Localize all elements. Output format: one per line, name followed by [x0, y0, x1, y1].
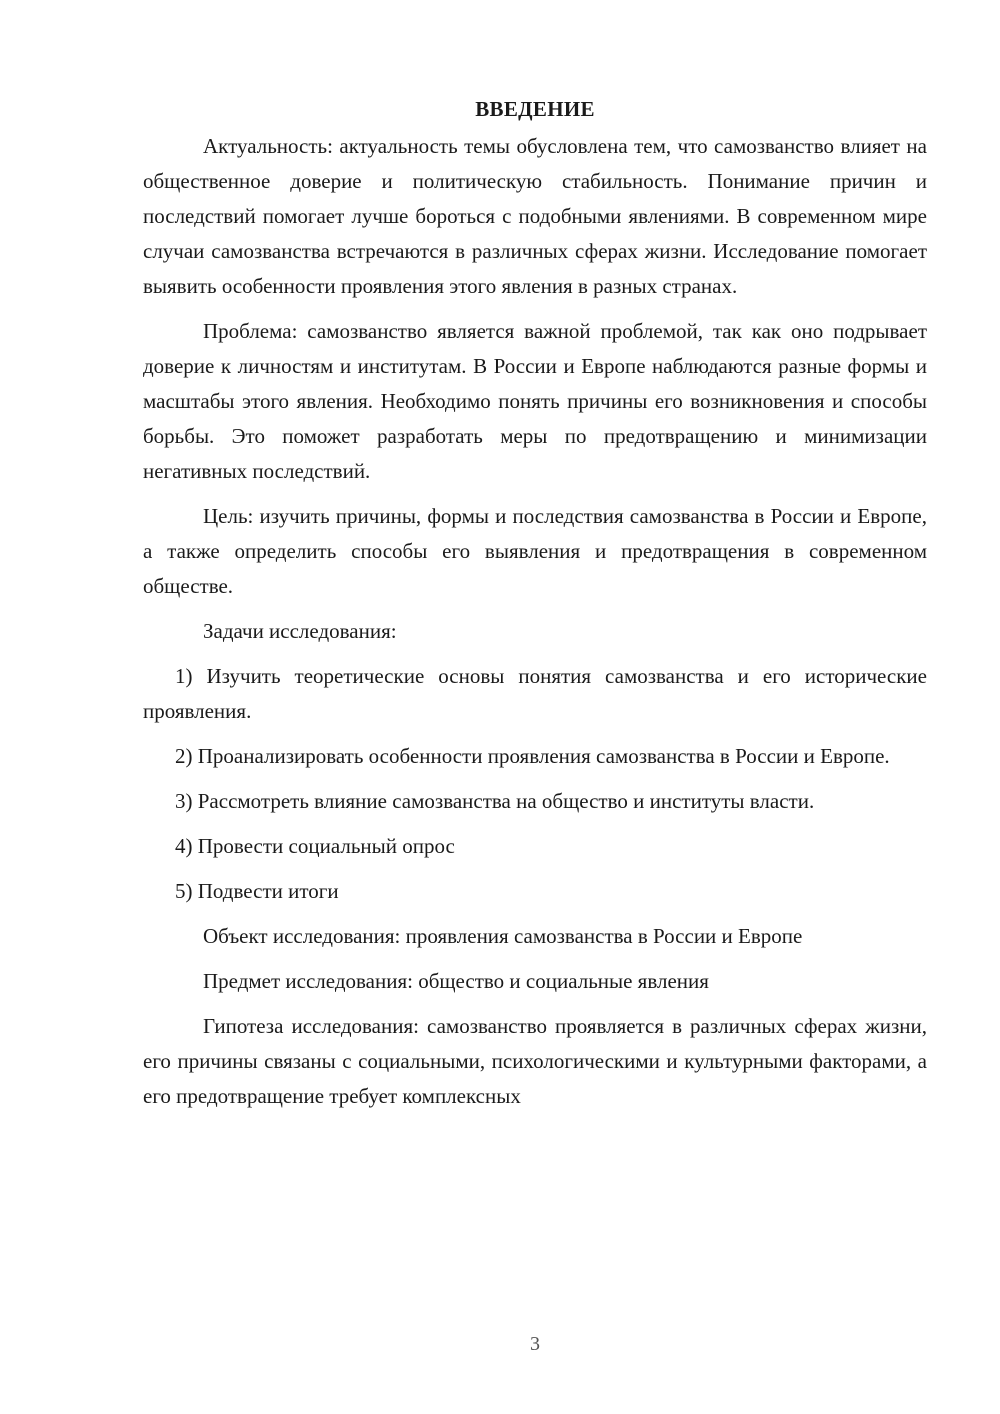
- paragraph-goal: Цель: изучить причины, формы и последствия самозванства в России и Европе, а также определить способы его выявления и предотвращения в современном обществе.: [143, 504, 927, 598]
- paragraph-object: Объект исследования: проявления самозванства в России и Европе: [203, 924, 803, 948]
- section-title: ВВЕДЕНИЕ: [475, 97, 595, 121]
- paragraph-problem: Проблема: самозванство является важной проблемой, так как оно подрывает доверие к личностям и институтам. В России и Европе наблюдаются разные формы и масштабы этого явления. Необходимо понять причины его возникновения и способы борьбы. Это поможет разработать меры по предотвращению и минимизации негативных последствий.: [143, 319, 927, 483]
- paragraph-hypothesis: Гипотеза исследования: самозванство проявляется в различных сферах жизни, его причины связаны с социальными, психологическими и культурными факторами, а его предотвращение требует комплексных: [143, 1014, 927, 1108]
- document-page: [143, 92, 927, 1114]
- task-item: 1) Изучить теоретические основы понятия самозванства и его исторические проявления.: [143, 664, 927, 723]
- task-item: 4) Провести социальный опрос: [175, 834, 455, 858]
- page-number: 3: [530, 1333, 540, 1355]
- paragraph-tasks-heading: Задачи исследования:: [203, 619, 397, 643]
- paragraph-relevance: Актуальность: актуальность темы обусловлена тем, что самозванство влияет на общественное доверие и политическую стабильность. Понимание причин и последствий помогает лучше бороться с подобными явлениями. В современном мире случаи самозванства встречаются в различных сферах жизни. Исследование помогает выявить особенности проявления этого явления в разных странах.: [143, 134, 927, 298]
- task-item: 2) Проанализировать особенности проявления самозванства в России и Европе.: [175, 744, 890, 768]
- task-item: 5) Подвести итоги: [175, 879, 339, 903]
- task-item: 3) Рассмотреть влияние самозванства на общество и институты власти.: [175, 789, 815, 813]
- paragraph-subject: Предмет исследования: общество и социальные явления: [203, 969, 709, 993]
